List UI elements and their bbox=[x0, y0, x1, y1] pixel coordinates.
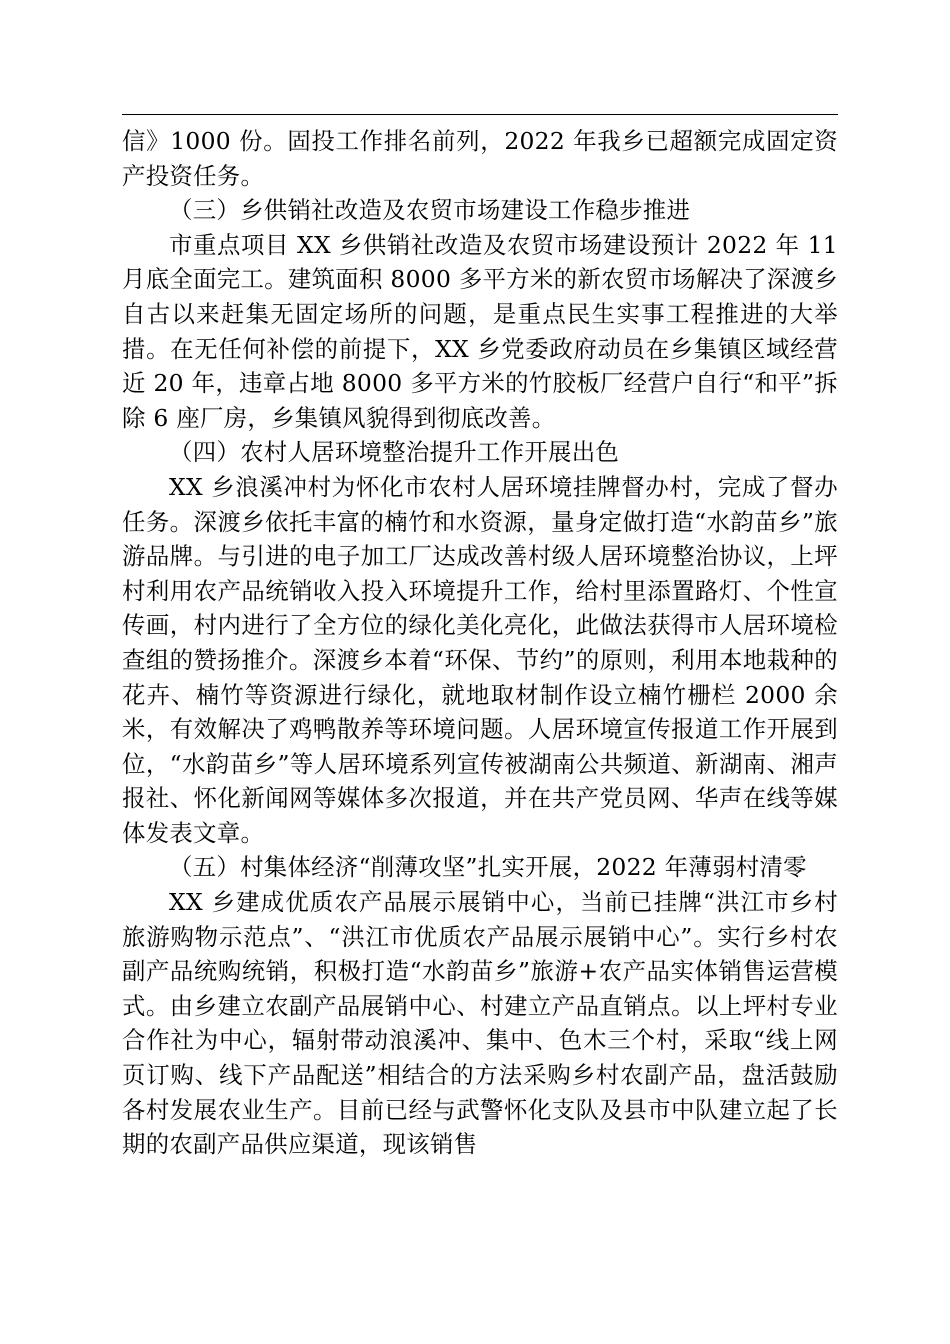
paragraph-market-project: 市重点项目 XX 乡供销社改造及农贸市场建设预计 2022 年 11 月底全面完工。建筑面积 8000 多平方米的新农贸市场解决了深渡乡自古以来赶集无固定场所的问题，是重点民生实事工程推进的大举措。在无任何补偿的前提下，XX 乡党委政府动员在乡集镇区域经营近 20 年，违章占地 8000 多平方米的竹胶板厂经营户自行“和平”拆除 6 座厂房，乡集镇风貌得到彻底改善。 bbox=[122, 230, 838, 432]
section-heading-3: （三）乡供销社改造及农贸市场建设工作稳步推进 bbox=[169, 196, 691, 225]
paragraph-fixed-investment: 信》1000 份。固投工作排名前列，2022 年我乡已超额完成固定资产投资任务。 bbox=[122, 127, 838, 190]
section-heading-5: （五）村集体经济“削薄攻坚”扎实开展，2022 年薄弱村清零 bbox=[169, 853, 807, 882]
paragraph-collective-economy: XX 乡建成优质农产品展示展销中心，当前已挂牌“洪江市乡村旅游购物示范点”、“洪江市优质农产品展示展销中心”。实行乡村农副产品统购统销，积极打造“水韵苗乡”旅游+农产品实体销售运营模式。由乡建立农副产品展销中心、村建立产品直销点。以上坪村专业合作社为中心，辐射带动浪溪冲、集中、色木三个村，采取“线上网页订购、线下产品配送”相结合的方法采购乡村农副产品，盘活鼓励各村发展农业生产。目前已经与武警怀化支队及县市中队建立起了长期的农副产品供应渠道，现该销售 bbox=[122, 888, 838, 1159]
header-rule bbox=[122, 114, 838, 115]
document-body bbox=[122, 124, 838, 1162]
section-heading-4: （四）农村人居环境整治提升工作开展出色 bbox=[169, 438, 620, 467]
paragraph-rural-environment: XX 乡浪溪冲村为怀化市农村人居环境挂牌督办村，完成了督办任务。深渡乡依托丰富的楠竹和水资源，量身定做打造“水韵苗乡”旅游品牌。与引进的电子加工厂达成改善村级人居环境整治协议，上坪村利用农产品统销收入投入环境提升工作，给村里添置路灯、个性宣传画，村内进行了全方位的绿化美化亮化，此做法获得市人居环境检查组的赞扬推介。深渡乡本着“环保、节约”的原则，利用本地栽种的花卉、楠竹等资源进行绿化，就地取材制作设立楠竹栅栏 2000 余米，有效解决了鸡鸭散养等环境问题。人居环境宣传报道工作开展到位，“水韵苗乡”等人居环境系列宣传被湖南公共频道、新湖南、湘声报社、怀化新闻网等媒体多次报道，并在共产党员网、华声在线等媒体发表文章。 bbox=[122, 472, 838, 847]
